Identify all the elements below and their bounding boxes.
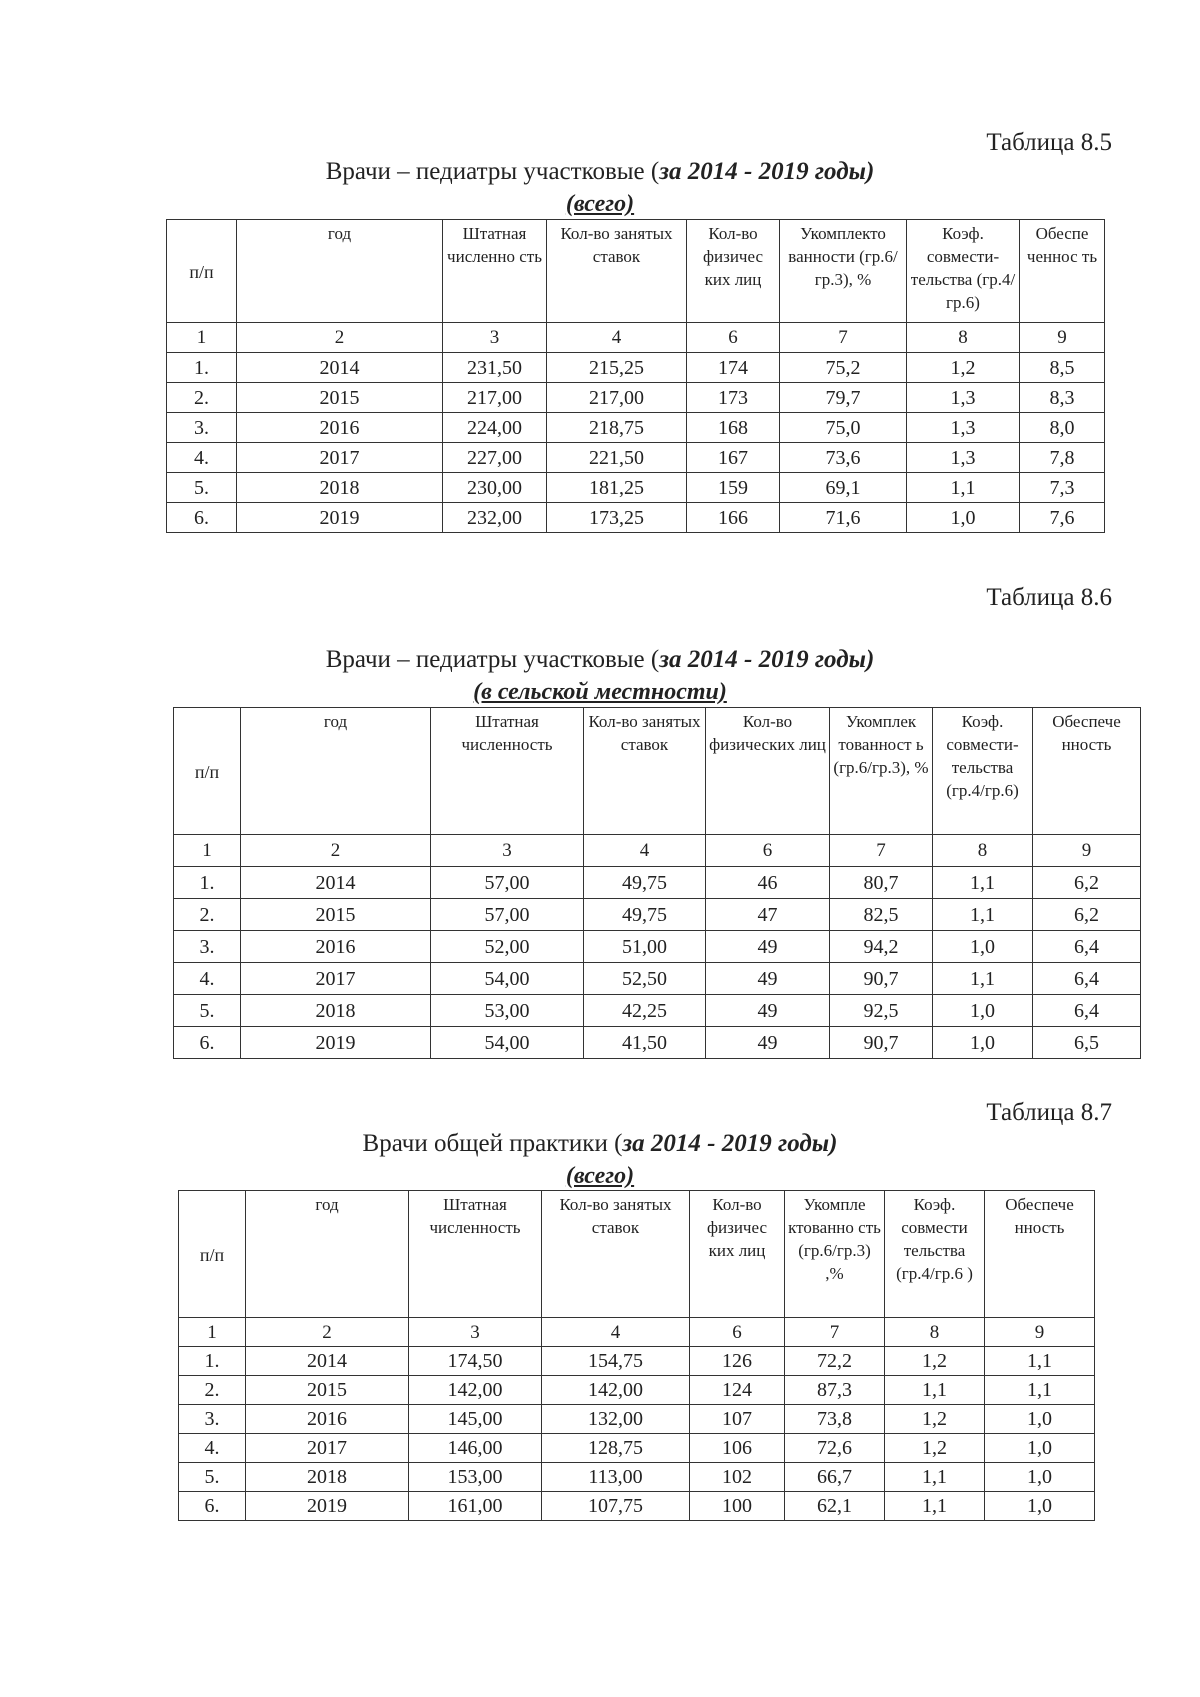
table-cell: 1. bbox=[179, 1347, 246, 1376]
table-cell: 51,00 bbox=[584, 931, 706, 963]
table-cell: 1,3 bbox=[907, 443, 1020, 473]
header-row bbox=[174, 708, 1141, 835]
table-cell: 2016 bbox=[246, 1405, 409, 1434]
table-cell: 7,6 bbox=[1020, 503, 1105, 533]
column-number: 4 bbox=[584, 835, 706, 867]
table-cell: 174 bbox=[687, 353, 780, 383]
table-cell: 102 bbox=[690, 1463, 785, 1492]
table-cell: 1,1 bbox=[885, 1376, 985, 1405]
column-number: 2 bbox=[246, 1318, 409, 1347]
table-cell: 142,00 bbox=[542, 1376, 690, 1405]
table-cell: 142,00 bbox=[409, 1376, 542, 1405]
table-cell: 73,8 bbox=[785, 1405, 885, 1434]
table-cell: 168 bbox=[687, 413, 780, 443]
column-number: 4 bbox=[547, 323, 687, 353]
table-cell: 54,00 bbox=[431, 1027, 584, 1059]
table-cell: 221,50 bbox=[547, 443, 687, 473]
table-cell: 8,3 bbox=[1020, 383, 1105, 413]
table-8-5-title: Врачи – педиатры участковые (за 2014 - 2019 годы) bbox=[325, 158, 875, 185]
table-cell: 215,25 bbox=[547, 353, 687, 383]
column-number: 7 bbox=[830, 835, 933, 867]
table-cell: 2014 bbox=[241, 867, 431, 899]
table-cell: 73,6 bbox=[780, 443, 907, 473]
table-cell: 1,2 bbox=[885, 1347, 985, 1376]
table-cell: 7,8 bbox=[1020, 443, 1105, 473]
table-cell: 2. bbox=[167, 383, 237, 413]
column-number: 8 bbox=[885, 1318, 985, 1347]
table-cell: 52,00 bbox=[431, 931, 584, 963]
table-cell: 161,00 bbox=[409, 1492, 542, 1521]
column-header: Кол-во физических лиц bbox=[706, 708, 830, 835]
table-row bbox=[174, 963, 1141, 995]
column-header: Коэф. совмести- тельства (гр.4/гр.6) bbox=[933, 708, 1033, 835]
table-cell: 1,0 bbox=[933, 931, 1033, 963]
column-number: 8 bbox=[933, 835, 1033, 867]
table-cell: 54,00 bbox=[431, 963, 584, 995]
table-cell: 145,00 bbox=[409, 1405, 542, 1434]
table-cell: 181,25 bbox=[547, 473, 687, 503]
column-header: Коэф. совмести- тельства (гр.4/гр.6) bbox=[907, 220, 1020, 323]
table-cell: 2015 bbox=[246, 1376, 409, 1405]
table-cell: 2018 bbox=[237, 473, 443, 503]
table-cell: 1,0 bbox=[985, 1434, 1095, 1463]
column-header: Кол-во физичес ких лиц bbox=[687, 220, 780, 323]
table-cell: 62,1 bbox=[785, 1492, 885, 1521]
column-header: Обеспе ченнос ть bbox=[1020, 220, 1105, 323]
column-number: 1 bbox=[174, 835, 241, 867]
table-cell: 69,1 bbox=[780, 473, 907, 503]
table-cell: 224,00 bbox=[443, 413, 547, 443]
table-cell: 106 bbox=[690, 1434, 785, 1463]
table-cell: 1. bbox=[167, 353, 237, 383]
table-cell: 5. bbox=[174, 995, 241, 1027]
table-cell: 53,00 bbox=[431, 995, 584, 1027]
table-row bbox=[179, 1376, 1095, 1405]
table-cell: 2019 bbox=[237, 503, 443, 533]
table-cell: 80,7 bbox=[830, 867, 933, 899]
column-number: 9 bbox=[1033, 835, 1141, 867]
table-8-7-label: Таблица 8.7 bbox=[986, 1099, 1112, 1126]
table-cell: 6,2 bbox=[1033, 899, 1141, 931]
column-number: 6 bbox=[706, 835, 830, 867]
table-cell: 232,00 bbox=[443, 503, 547, 533]
table-cell: 75,2 bbox=[780, 353, 907, 383]
table-row bbox=[167, 383, 1105, 413]
table-row bbox=[174, 899, 1141, 931]
table-cell: 231,50 bbox=[443, 353, 547, 383]
column-header: Укомплекто ванности (гр.6/гр.3), % bbox=[780, 220, 907, 323]
table-row bbox=[179, 1405, 1095, 1434]
table-cell: 6. bbox=[179, 1492, 246, 1521]
table-row bbox=[167, 503, 1105, 533]
table-cell: 1,1 bbox=[907, 473, 1020, 503]
table-row bbox=[167, 473, 1105, 503]
column-header: п/п bbox=[174, 708, 241, 835]
table-cell: 6,4 bbox=[1033, 931, 1141, 963]
table-cell: 2014 bbox=[237, 353, 443, 383]
table-cell: 126 bbox=[690, 1347, 785, 1376]
column-number: 6 bbox=[690, 1318, 785, 1347]
column-header: Коэф. совмести тельства (гр.4/гр.6 ) bbox=[885, 1191, 985, 1318]
table-cell: 57,00 bbox=[431, 867, 584, 899]
table-8-6 bbox=[173, 707, 1141, 1059]
table-cell: 6. bbox=[167, 503, 237, 533]
table-cell: 128,75 bbox=[542, 1434, 690, 1463]
table-cell: 2015 bbox=[237, 383, 443, 413]
table-row bbox=[174, 1027, 1141, 1059]
column-number: 4 bbox=[542, 1318, 690, 1347]
table-cell: 6. bbox=[174, 1027, 241, 1059]
table-cell: 94,2 bbox=[830, 931, 933, 963]
table-cell: 90,7 bbox=[830, 1027, 933, 1059]
table-cell: 1. bbox=[174, 867, 241, 899]
table-cell: 217,00 bbox=[443, 383, 547, 413]
table-cell: 2017 bbox=[241, 963, 431, 995]
column-header: Кол-во физичес ких лиц bbox=[690, 1191, 785, 1318]
table-cell: 49,75 bbox=[584, 867, 706, 899]
column-number-row bbox=[167, 323, 1105, 353]
table-cell: 1,2 bbox=[907, 353, 1020, 383]
column-header: год bbox=[237, 220, 443, 323]
table-cell: 174,50 bbox=[409, 1347, 542, 1376]
table-cell: 173 bbox=[687, 383, 780, 413]
table-cell: 3. bbox=[174, 931, 241, 963]
table-cell: 8,5 bbox=[1020, 353, 1105, 383]
column-number: 1 bbox=[179, 1318, 246, 1347]
table-cell: 1,1 bbox=[985, 1376, 1095, 1405]
table-cell: 72,2 bbox=[785, 1347, 885, 1376]
table-cell: 2017 bbox=[246, 1434, 409, 1463]
table-8-5-subtitle: (всего) bbox=[565, 191, 635, 217]
table-row bbox=[167, 353, 1105, 383]
column-number: 6 bbox=[687, 323, 780, 353]
table-cell: 217,00 bbox=[547, 383, 687, 413]
table-cell: 75,0 bbox=[780, 413, 907, 443]
table-cell: 2016 bbox=[237, 413, 443, 443]
column-header: Укомпле ктованно сть (гр.6/гр.3) ,% bbox=[785, 1191, 885, 1318]
column-header: Штатная численность bbox=[409, 1191, 542, 1318]
table-row bbox=[179, 1463, 1095, 1492]
table-cell: 1,1 bbox=[885, 1492, 985, 1521]
table-row bbox=[179, 1434, 1095, 1463]
table-cell: 3. bbox=[167, 413, 237, 443]
table-8-6-label: Таблица 8.6 bbox=[986, 584, 1112, 611]
table-row bbox=[179, 1347, 1095, 1376]
table-cell: 42,25 bbox=[584, 995, 706, 1027]
column-number: 3 bbox=[443, 323, 547, 353]
table-cell: 124 bbox=[690, 1376, 785, 1405]
table-cell: 4. bbox=[174, 963, 241, 995]
column-header: Кол-во занятых ставок bbox=[547, 220, 687, 323]
table-cell: 1,1 bbox=[985, 1347, 1095, 1376]
column-header: Обеспече нность bbox=[985, 1191, 1095, 1318]
table-cell: 46 bbox=[706, 867, 830, 899]
table-8-6-subtitle: (в сельской местности) bbox=[473, 679, 727, 705]
table-cell: 2016 bbox=[241, 931, 431, 963]
header-row bbox=[179, 1191, 1095, 1318]
table-cell: 66,7 bbox=[785, 1463, 885, 1492]
table-row bbox=[174, 867, 1141, 899]
table-row bbox=[167, 413, 1105, 443]
column-number-row bbox=[174, 835, 1141, 867]
column-number: 9 bbox=[1020, 323, 1105, 353]
table-cell: 107 bbox=[690, 1405, 785, 1434]
table-cell: 218,75 bbox=[547, 413, 687, 443]
table-cell: 153,00 bbox=[409, 1463, 542, 1492]
table-cell: 49,75 bbox=[584, 899, 706, 931]
table-cell: 1,0 bbox=[933, 995, 1033, 1027]
table-cell: 41,50 bbox=[584, 1027, 706, 1059]
column-number: 1 bbox=[167, 323, 237, 353]
table-cell: 52,50 bbox=[584, 963, 706, 995]
table-8-7-subtitle: (всего) bbox=[565, 1163, 635, 1189]
table-cell: 166 bbox=[687, 503, 780, 533]
table-cell: 1,0 bbox=[985, 1492, 1095, 1521]
table-row bbox=[167, 443, 1105, 473]
table-cell: 1,0 bbox=[985, 1463, 1095, 1492]
table-cell: 47 bbox=[706, 899, 830, 931]
column-number: 3 bbox=[409, 1318, 542, 1347]
column-number: 7 bbox=[780, 323, 907, 353]
table-cell: 1,2 bbox=[885, 1405, 985, 1434]
table-cell: 92,5 bbox=[830, 995, 933, 1027]
table-cell: 1,1 bbox=[933, 963, 1033, 995]
column-number: 2 bbox=[241, 835, 431, 867]
column-number: 7 bbox=[785, 1318, 885, 1347]
table-cell: 2019 bbox=[246, 1492, 409, 1521]
table-cell: 6,5 bbox=[1033, 1027, 1141, 1059]
column-header: Штатная численно сть bbox=[443, 220, 547, 323]
table-cell: 173,25 bbox=[547, 503, 687, 533]
column-header: год bbox=[241, 708, 431, 835]
table-cell: 49 bbox=[706, 931, 830, 963]
table-cell: 1,1 bbox=[885, 1463, 985, 1492]
table-cell: 49 bbox=[706, 963, 830, 995]
table-cell: 2019 bbox=[241, 1027, 431, 1059]
table-cell: 1,0 bbox=[933, 1027, 1033, 1059]
table-cell: 49 bbox=[706, 1027, 830, 1059]
table-cell: 1,0 bbox=[985, 1405, 1095, 1434]
table-cell: 4. bbox=[179, 1434, 246, 1463]
column-header: Кол-во занятых ставок bbox=[542, 1191, 690, 1318]
table-cell: 1,3 bbox=[907, 383, 1020, 413]
column-number: 2 bbox=[237, 323, 443, 353]
table-cell: 1,2 bbox=[885, 1434, 985, 1463]
table-row bbox=[174, 931, 1141, 963]
table-cell: 2018 bbox=[241, 995, 431, 1027]
table-8-7 bbox=[178, 1190, 1095, 1521]
column-number-row bbox=[179, 1318, 1095, 1347]
table-cell: 2. bbox=[174, 899, 241, 931]
table-cell: 87,3 bbox=[785, 1376, 885, 1405]
table-cell: 113,00 bbox=[542, 1463, 690, 1492]
table-cell: 132,00 bbox=[542, 1405, 690, 1434]
table-cell: 82,5 bbox=[830, 899, 933, 931]
column-header: Штатная численность bbox=[431, 708, 584, 835]
column-number: 9 bbox=[985, 1318, 1095, 1347]
table-cell: 1,0 bbox=[907, 503, 1020, 533]
table-cell: 6,4 bbox=[1033, 995, 1141, 1027]
table-cell: 100 bbox=[690, 1492, 785, 1521]
table-cell: 1,1 bbox=[933, 899, 1033, 931]
column-header: Кол-во занятых ставок bbox=[584, 708, 706, 835]
table-cell: 1,1 bbox=[933, 867, 1033, 899]
table-cell: 2. bbox=[179, 1376, 246, 1405]
table-cell: 7,3 bbox=[1020, 473, 1105, 503]
table-cell: 6,2 bbox=[1033, 867, 1141, 899]
table-cell: 5. bbox=[167, 473, 237, 503]
table-cell: 57,00 bbox=[431, 899, 584, 931]
table-cell: 90,7 bbox=[830, 963, 933, 995]
column-header: Укомплек тованност ь (гр.6/гр.3), % bbox=[830, 708, 933, 835]
table-cell: 6,4 bbox=[1033, 963, 1141, 995]
table-cell: 4. bbox=[167, 443, 237, 473]
table-cell: 1,3 bbox=[907, 413, 1020, 443]
table-row bbox=[174, 995, 1141, 1027]
column-number: 3 bbox=[431, 835, 584, 867]
table-cell: 49 bbox=[706, 995, 830, 1027]
table-8-5 bbox=[166, 219, 1105, 533]
table-8-7-title: Врачи общей практики (за 2014 - 2019 годы) bbox=[362, 1130, 838, 1157]
table-cell: 227,00 bbox=[443, 443, 547, 473]
column-header: год bbox=[246, 1191, 409, 1318]
table-cell: 5. bbox=[179, 1463, 246, 1492]
table-cell: 146,00 bbox=[409, 1434, 542, 1463]
table-cell: 3. bbox=[179, 1405, 246, 1434]
table-cell: 8,0 bbox=[1020, 413, 1105, 443]
table-8-6-title: Врачи – педиатры участковые (за 2014 - 2019 годы) bbox=[325, 646, 875, 673]
table-cell: 72,6 bbox=[785, 1434, 885, 1463]
column-header: Обеспече нность bbox=[1033, 708, 1141, 835]
table-cell: 2014 bbox=[246, 1347, 409, 1376]
column-header: п/п bbox=[167, 220, 237, 323]
column-header: п/п bbox=[179, 1191, 246, 1318]
table-cell: 230,00 bbox=[443, 473, 547, 503]
table-cell: 71,6 bbox=[780, 503, 907, 533]
table-cell: 159 bbox=[687, 473, 780, 503]
table-cell: 167 bbox=[687, 443, 780, 473]
table-cell: 2015 bbox=[241, 899, 431, 931]
table-cell: 2018 bbox=[246, 1463, 409, 1492]
table-row bbox=[179, 1492, 1095, 1521]
table-cell: 2017 bbox=[237, 443, 443, 473]
column-number: 8 bbox=[907, 323, 1020, 353]
header-row bbox=[167, 220, 1105, 323]
table-cell: 79,7 bbox=[780, 383, 907, 413]
table-cell: 154,75 bbox=[542, 1347, 690, 1376]
table-8-5-label: Таблица 8.5 bbox=[986, 129, 1112, 156]
table-cell: 107,75 bbox=[542, 1492, 690, 1521]
